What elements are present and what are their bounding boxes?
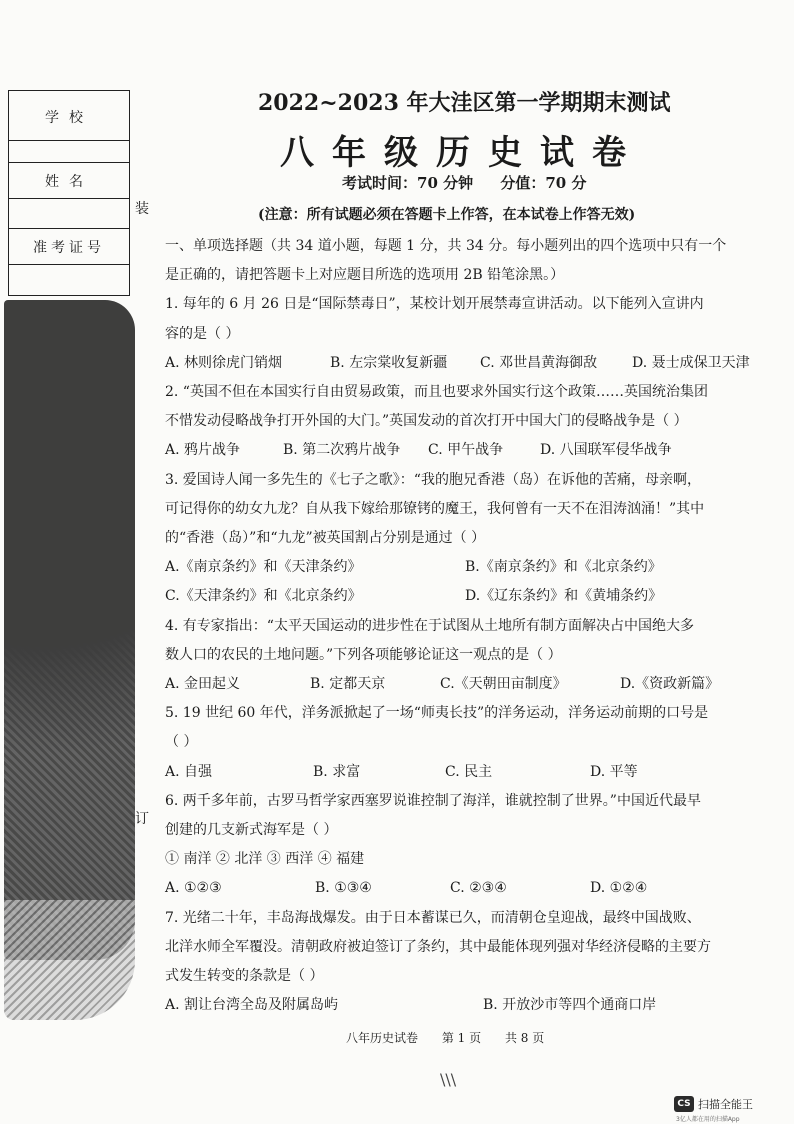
option-b: B. 开放沙市等四个通商口岸 — [483, 997, 657, 1014]
question-6-line: 创建的几支新式海军是（ ） — [165, 822, 338, 839]
option-b: B. 定都天京 — [310, 676, 386, 693]
footer-page: 第 1 页 — [441, 1031, 482, 1045]
option-d: D.《资政新篇》 — [620, 676, 720, 693]
question-7-line: 北洋水师全军覆没。清朝政府被迫签订了条约，其中最能体现列强对华经济侵略的主要方 — [165, 938, 711, 955]
question-4-line: 数人口的农民的土地问题。”下列各项能够论证这一观点的是（ ） — [165, 646, 562, 663]
question-7-line: 式发生转变的条款是（ ） — [165, 968, 324, 985]
option-c: C.《天朝田亩制度》 — [440, 676, 567, 693]
option-b: B. 求富 — [313, 763, 361, 780]
option-c: C. ②③④ — [450, 880, 507, 897]
option-b: B. ①③④ — [315, 880, 372, 897]
option-c: C. 甲午战争 — [428, 442, 504, 459]
exam-subtitle: 八年级历史试卷 — [280, 133, 644, 173]
question-3-line: 3. 爱国诗人闻一多先生的《七子之歌》：“我的胞兄香港（岛）在诉他的苦痛，母亲啊， — [165, 471, 701, 488]
footer-paper: 八年历史试卷 — [346, 1031, 419, 1045]
camscanner-logo-icon: CS — [674, 1096, 694, 1112]
camscanner-name: 扫描全能王 — [698, 1098, 753, 1111]
question-2-options — [165, 436, 775, 465]
section-intro-cont: 是正确的，请把答题卡上对应题目所选的选项用 2B 铅笔涂黑。） — [165, 267, 565, 284]
question-7-line: 7. 光绪二十年，丰岛海战爆发。由于日本蓄谋已久，而清朝仓皇迎战，最终中国战败、 — [165, 909, 701, 926]
question-1-line: 容的是（ ） — [165, 325, 240, 342]
question-5-options — [165, 758, 775, 787]
option-a: A. ①②③ — [165, 880, 222, 897]
page-footer — [346, 1029, 564, 1046]
scan-shadow-lower — [4, 900, 135, 1020]
scan-shadow — [4, 300, 135, 960]
question-3-options-2 — [165, 582, 775, 611]
exam-id-label: 准考证号 — [33, 240, 105, 256]
question-2-line: 2. “英国不但在本国实行自由贸易政策，而且也要求外国实行这个政策……英国统治集团 — [165, 384, 708, 401]
binding-mark-ding: 订 — [135, 811, 149, 827]
option-d: D. ①②④ — [590, 880, 648, 897]
option-c: C.《天津条约》和《北京条约》 — [165, 588, 362, 605]
exam-time: 考试时间：70 分钟 — [342, 174, 474, 192]
option-d: D. 八国联军侵华战争 — [540, 442, 672, 459]
question-3-options — [165, 553, 775, 582]
section-intro: 一、单项选择题（共 34 道小题，每题 1 分，共 34 分。每小题列出的四个选项中只有一个 — [165, 238, 727, 254]
exam-meta — [342, 172, 608, 193]
name-label: 姓名 — [45, 174, 93, 190]
camscanner-tagline: 3亿人都在用的扫描App — [676, 1116, 740, 1123]
option-c: C. 民主 — [445, 763, 493, 780]
option-b: B.《南京条约》和《北京条约》 — [465, 559, 662, 576]
binding-mark-zhuang: 装 — [135, 201, 149, 217]
option-d: D. 聂士成保卫天津 — [632, 354, 750, 371]
option-c: C. 邓世昌黄海御敌 — [480, 354, 598, 371]
option-b: B. 左宗棠收复新疆 — [330, 354, 448, 371]
option-a: A. 林则徐虎门销烟 — [165, 354, 283, 371]
question-6-line: ① 南洋 ② 北洋 ③ 西洋 ④ 福建 — [165, 851, 365, 868]
option-a: A. 自强 — [165, 763, 213, 780]
option-a: A.《南京条约》和《天津条约》 — [165, 559, 362, 576]
option-a: A. 割让台湾全岛及附属岛屿 — [165, 997, 339, 1014]
name-field — [9, 199, 129, 229]
scan-mark: \\\ — [440, 1070, 457, 1089]
question-1-options — [165, 349, 775, 378]
school-field — [9, 141, 129, 163]
question-6-options — [165, 874, 775, 903]
question-2-line: 不惜发动侵略战争打开外国的大门。”英国发动的首次打开中国大门的侵略战争是（ ） — [165, 413, 688, 430]
exam-title: 2022~2023 年大洼区第一学期期末测试 — [258, 90, 671, 116]
name-row — [9, 163, 129, 199]
question-4-options — [165, 670, 775, 699]
option-d: D. 平等 — [590, 763, 638, 780]
school-row — [9, 91, 129, 141]
exam-id-row — [9, 229, 129, 265]
student-info-box — [8, 90, 130, 296]
question-6-line: 6. 两千多年前，古罗马哲学家西塞罗说谁控制了海洋，谁就控制了世界。”中国近代最早 — [165, 792, 701, 809]
question-1-line: 1. 每年的 6 月 26 日是“国际禁毒日”，某校计划开展禁毒宣讲活动。以下能列入宣讲内 — [165, 296, 704, 313]
question-3-line: 可记得你的幼女九龙？自从我下嫁给那镣铐的魔王，我何曾有一天不在泪涛汹涌！”其中 — [165, 500, 705, 517]
question-body — [165, 232, 775, 1020]
exam-notice: (注意：所有试题必须在答题卡上作答，在本试卷上作答无效) — [258, 207, 636, 223]
footer-total: 共 8 页 — [504, 1031, 545, 1045]
question-4-line: 4. 有专家指出：“太平天国运动的进步性在于试图从土地所有制方面解决占中国绝大多 — [165, 617, 694, 634]
option-a: A. 金田起义 — [165, 676, 241, 693]
question-3-line: 的“香港（岛）”和“九龙”被英国割占分别是通过（ ） — [165, 530, 486, 547]
exam-score: 分值：70 分 — [500, 174, 587, 192]
option-a: A. 鸦片战争 — [165, 442, 241, 459]
school-label: 学校 — [45, 110, 93, 126]
option-b: B. 第二次鸦片战争 — [283, 442, 401, 459]
question-5-line: 5. 19 世纪 60 年代，洋务派掀起了一场“师夷长技”的洋务运动，洋务运动前期的口号是 — [165, 705, 709, 722]
question-7-options — [165, 991, 775, 1020]
question-5-line: （ ） — [165, 734, 198, 751]
option-d: D.《辽东条约》和《黄埔条约》 — [465, 588, 663, 605]
